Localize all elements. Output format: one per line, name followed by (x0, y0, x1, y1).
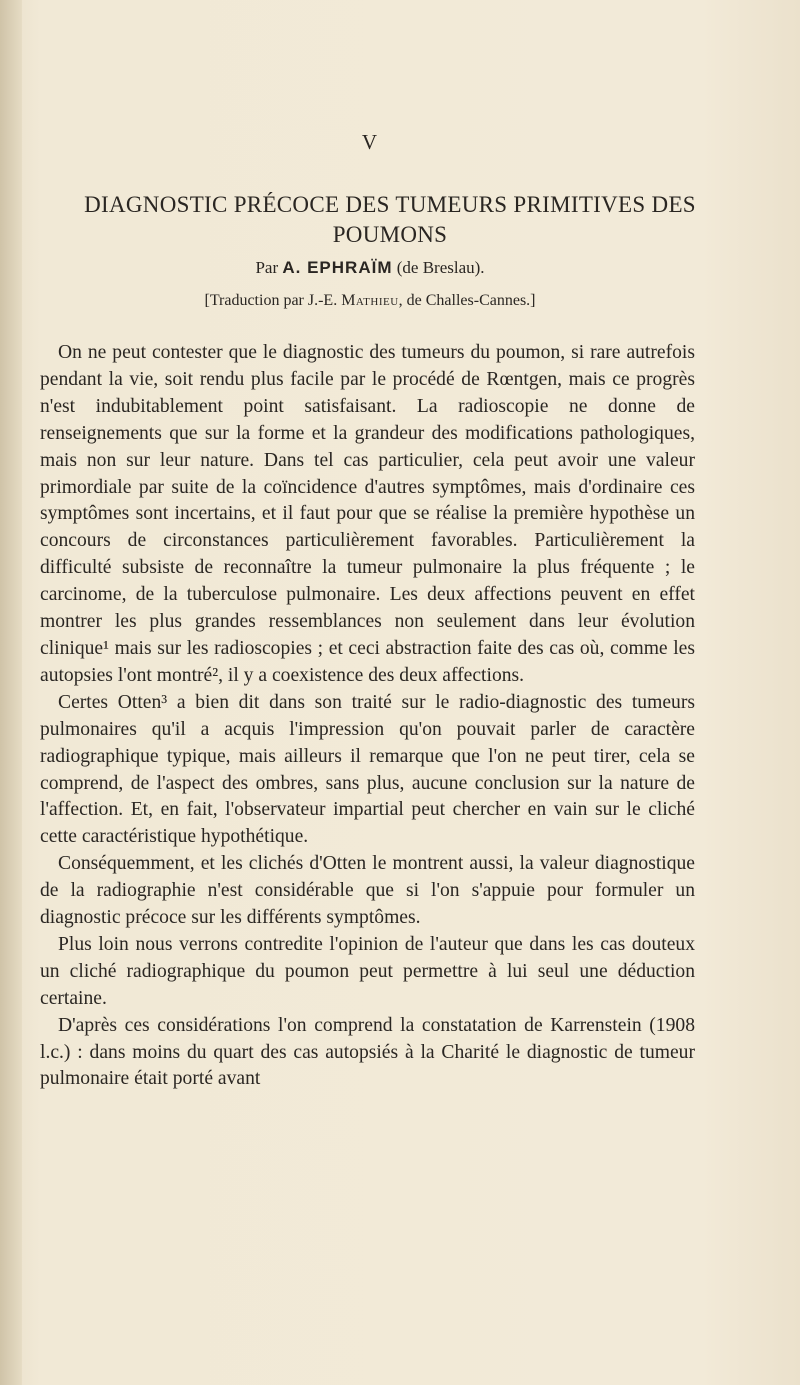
translation-open: [Traduction par J.-E. (204, 292, 338, 309)
binding-edge (0, 0, 22, 1385)
translator-name: Mathieu (341, 292, 399, 309)
byline (0, 258, 740, 278)
author-name: A. EPHRAÏM (282, 258, 393, 277)
author-affiliation: (de Breslau). (396, 258, 485, 277)
chapter-number: V (361, 130, 379, 154)
byline-prefix: Par (255, 258, 279, 277)
paragraph: On ne peut contester que le diagnostic des tumeurs du poumon, si rare autrefois pendant la vie, soit rendu plus facile par le procédé de Rœntgen, mais ce progrès n'est indubitablement point satisfaisant. La radioscopie ne donne de renseignements que sur la forme et la grandeur des modifications pathologiques, mais non sur leur nature. Dans tel cas particulier, cela peut avoir une valeur primordiale par suite de la coïncidence d'autres symptômes, mais d'ordinaire ces symptômes sont incertains, et il faut pour que se réalise la première hypothèse un concours de circonstances particulièrement favorables. Particulièrement la difficulté subsiste de reconnaître la tumeur pulmonaire la plus fréquente ; le carcinome, de la tuberculose pulmonaire. Les deux affections peuvent en effet montrer les plus grandes ressemblances non seulement dans leur évolution clinique¹ mais sur les radioscopies ; et ceci abstraction faite des cas où, comme les autopsies l'ont montré², il y a coexistence des deux affections. (40, 342, 695, 686)
body-text (40, 340, 695, 1093)
translation-close: , de Challes-Cannes.] (398, 292, 536, 309)
paragraph: Plus loin nous verrons contredite l'opinion de l'auteur que dans les cas douteux un cliché radiographique du poumon peut permettre à lui seul une déduction certaine. (40, 933, 695, 1009)
article-title: DIAGNOSTIC PRÉCOCE DES TUMEURS PRIMITIVES DES POUMONS (84, 192, 696, 247)
paragraph: Certes Otten³ a bien dit dans son traité sur le radio-diagnostic des tumeurs pulmonaires qu'il a acquis l'impression qu'on pouvait parler de caractère radiographique typique, mais ailleurs il remarque que l'on ne peut tirer, cela se comprend, de l'aspect des ombres, sans plus, aucune conclusion sur la nature de l'affection. Et, en fait, l'observateur impartial peut chercher en vain sur le cliché cette caractéristique hypothétique. (40, 691, 695, 848)
translation-credit (0, 292, 740, 310)
paragraph: D'après ces considérations l'on comprend la constatation de Karrenstein (1908 l.c.) : dans moins du quart des cas autopsiés à la Charité le diagnostic de tumeur pulmonaire était porté avant (40, 1014, 695, 1090)
paragraph: Conséquemment, et les clichés d'Otten le montrent aussi, la valeur diagnostique de la radiographie n'est considérable que si l'on s'appuie pour formuler un diagnostic précoce sur les différents symptômes. (40, 853, 695, 929)
